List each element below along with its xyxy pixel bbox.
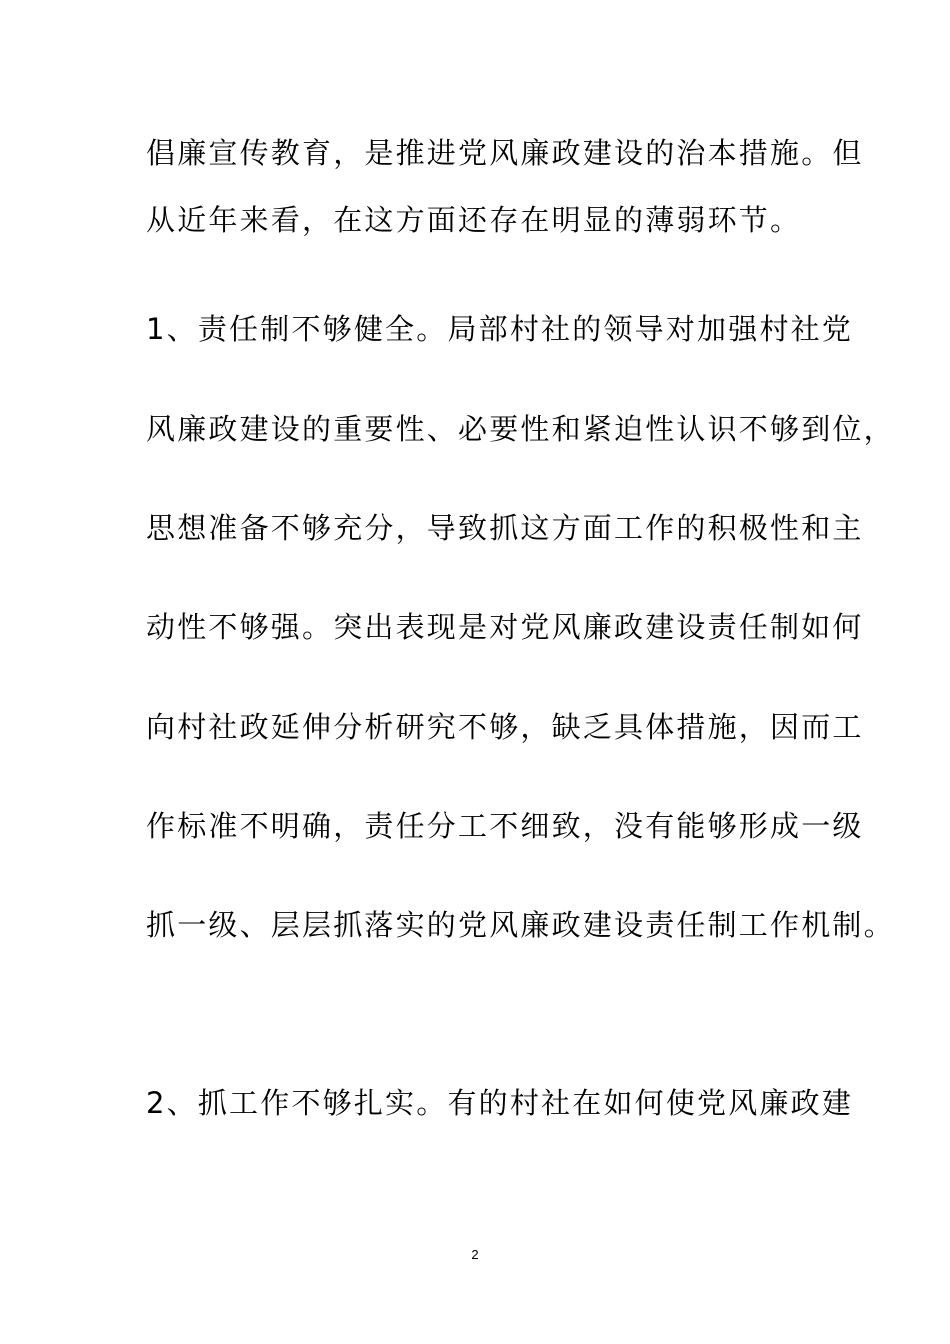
body-text-line: 思想准备不够充分，导致抓这方面工作的积极性和主 bbox=[146, 511, 864, 545]
body-text-line: 抓一级、层层抓落实的党风廉政建设责任制工作机制。 bbox=[146, 908, 895, 942]
body-text-line: 从近年来看，在这方面还存在明显的薄弱环节。 bbox=[146, 203, 802, 237]
body-text-line: 向村社政延伸分析研究不够，缺乏具体措施，因而工 bbox=[146, 710, 864, 744]
body-text-line: 1、责任制不够健全。局部村社的领导对加强村社党 bbox=[146, 312, 854, 346]
page-number: 2 bbox=[471, 1247, 479, 1262]
body-text-line: 动性不够强。突出表现是对党风廉政建设责任制如何 bbox=[146, 610, 864, 644]
body-text-line: 倡廉宣传教育，是推进党风廉政建设的治本措施。但 bbox=[146, 136, 864, 170]
body-text-line: 2、抓工作不够扎实。有的村社在如何使党风廉政建 bbox=[146, 1086, 854, 1120]
body-text-line: 作标准不明确，责任分工不细致，没有能够形成一级 bbox=[146, 809, 864, 843]
body-text-line: 风廉政建设的重要性、必要性和紧迫性认识不够到位， bbox=[146, 412, 895, 446]
